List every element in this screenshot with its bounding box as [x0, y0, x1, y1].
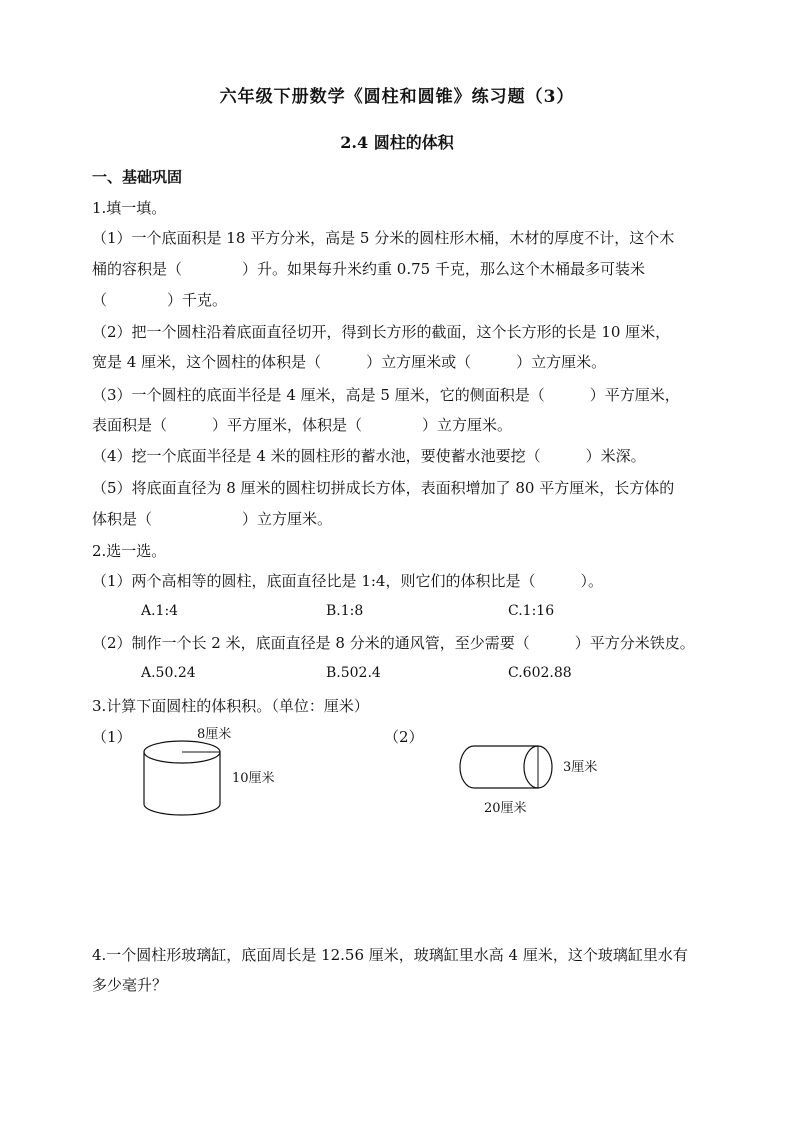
q4-line2: 多少毫升？	[92, 976, 168, 994]
upright-cylinder-figure	[140, 735, 240, 825]
q1-item1-line3: （ ）千克。	[92, 291, 228, 309]
q1-item5-line1: （5）将底面直径为 8 厘米的圆柱切拼成长方体，表面积增加了 80 平方厘米，长方体的	[92, 479, 675, 497]
q1-item2-line2: 宽是 4 厘米，这个圆柱的体积是（ ）立方厘米或（ ）立方厘米。	[92, 353, 607, 371]
horizontal-cylinder-figure	[456, 744, 556, 794]
q2-item1-option-b: B.1:8	[326, 603, 364, 619]
q3-figure2-label: （2）	[384, 728, 424, 746]
q2-item2-option-c: C.602.88	[508, 665, 572, 681]
q1-heading: 1.填一填。	[92, 199, 167, 217]
q4-line1: 4.一个圆柱形玻璃缸，底面周长是 12.56 厘米，玻璃缸里水高 4 厘米，这个玻璃缸里水有	[92, 946, 688, 964]
q3-figure1-label: （1）	[92, 728, 132, 746]
q1-item1-line2: 桶的容积是（ ）升。如果每升米约重 0.75 千克，那么这个木桶最多可装米	[92, 260, 645, 278]
q2-item1-option-c: C.1:16	[508, 603, 555, 619]
section-heading: 一、基础巩固	[92, 168, 183, 186]
q3-heading: 3.计算下面圆柱的体积积。（单位：厘米）	[92, 697, 369, 715]
q1-item3-line2: 表面积是（ ）平方厘米，体积是（ ）立方厘米。	[92, 416, 513, 434]
q2-heading: 2.选一选。	[92, 542, 167, 560]
q2-item1: （1）两个高相等的圆柱，底面直径比是 1:4，则它们的体积比是（ ）。	[92, 572, 603, 590]
q2-item2-option-b: B.502.4	[326, 665, 381, 681]
q1-item2-line1: （2）把一个圆柱沿着底面直径切开，得到长方形的截面，这个长方形的长是 10 厘米，	[92, 323, 671, 341]
figure1-height-label: 10厘米	[232, 771, 275, 786]
q2-item2-option-a: A.50.24	[141, 665, 196, 681]
q1-item1-line1: （1）一个底面积是 18 平方分米，高是 5 分米的圆柱形木桶，木材的厚度不计，这个木	[92, 229, 675, 247]
q1-item5-line2: 体积是（ ）立方厘米。	[92, 510, 333, 528]
figure2-diameter-label: 3厘米	[563, 760, 598, 775]
figure1-diameter-label: 8厘米	[197, 727, 232, 742]
page-title: 六年级下册数学《圆柱和圆锥》练习题（3）	[219, 87, 575, 107]
q2-item1-option-a: A.1:4	[141, 603, 179, 619]
q1-item3-line1: （3）一个圆柱的底面半径是 4 厘米，高是 5 厘米，它的侧面积是（ ）平方厘米，	[92, 386, 680, 404]
page-subtitle: 2.4 圆柱的体积	[340, 133, 454, 152]
q1-item4-line1: （4）挖一个底面半径是 4 米的圆柱形的蓄水池，要使蓄水池要挖（ ）米深。	[92, 447, 646, 465]
figure2-length-label: 20厘米	[484, 801, 527, 816]
q2-item2: （2）制作一个长 2 米，底面直径是 8 分米的通风管，至少需要（ ）平方分米铁皮。	[92, 634, 695, 652]
